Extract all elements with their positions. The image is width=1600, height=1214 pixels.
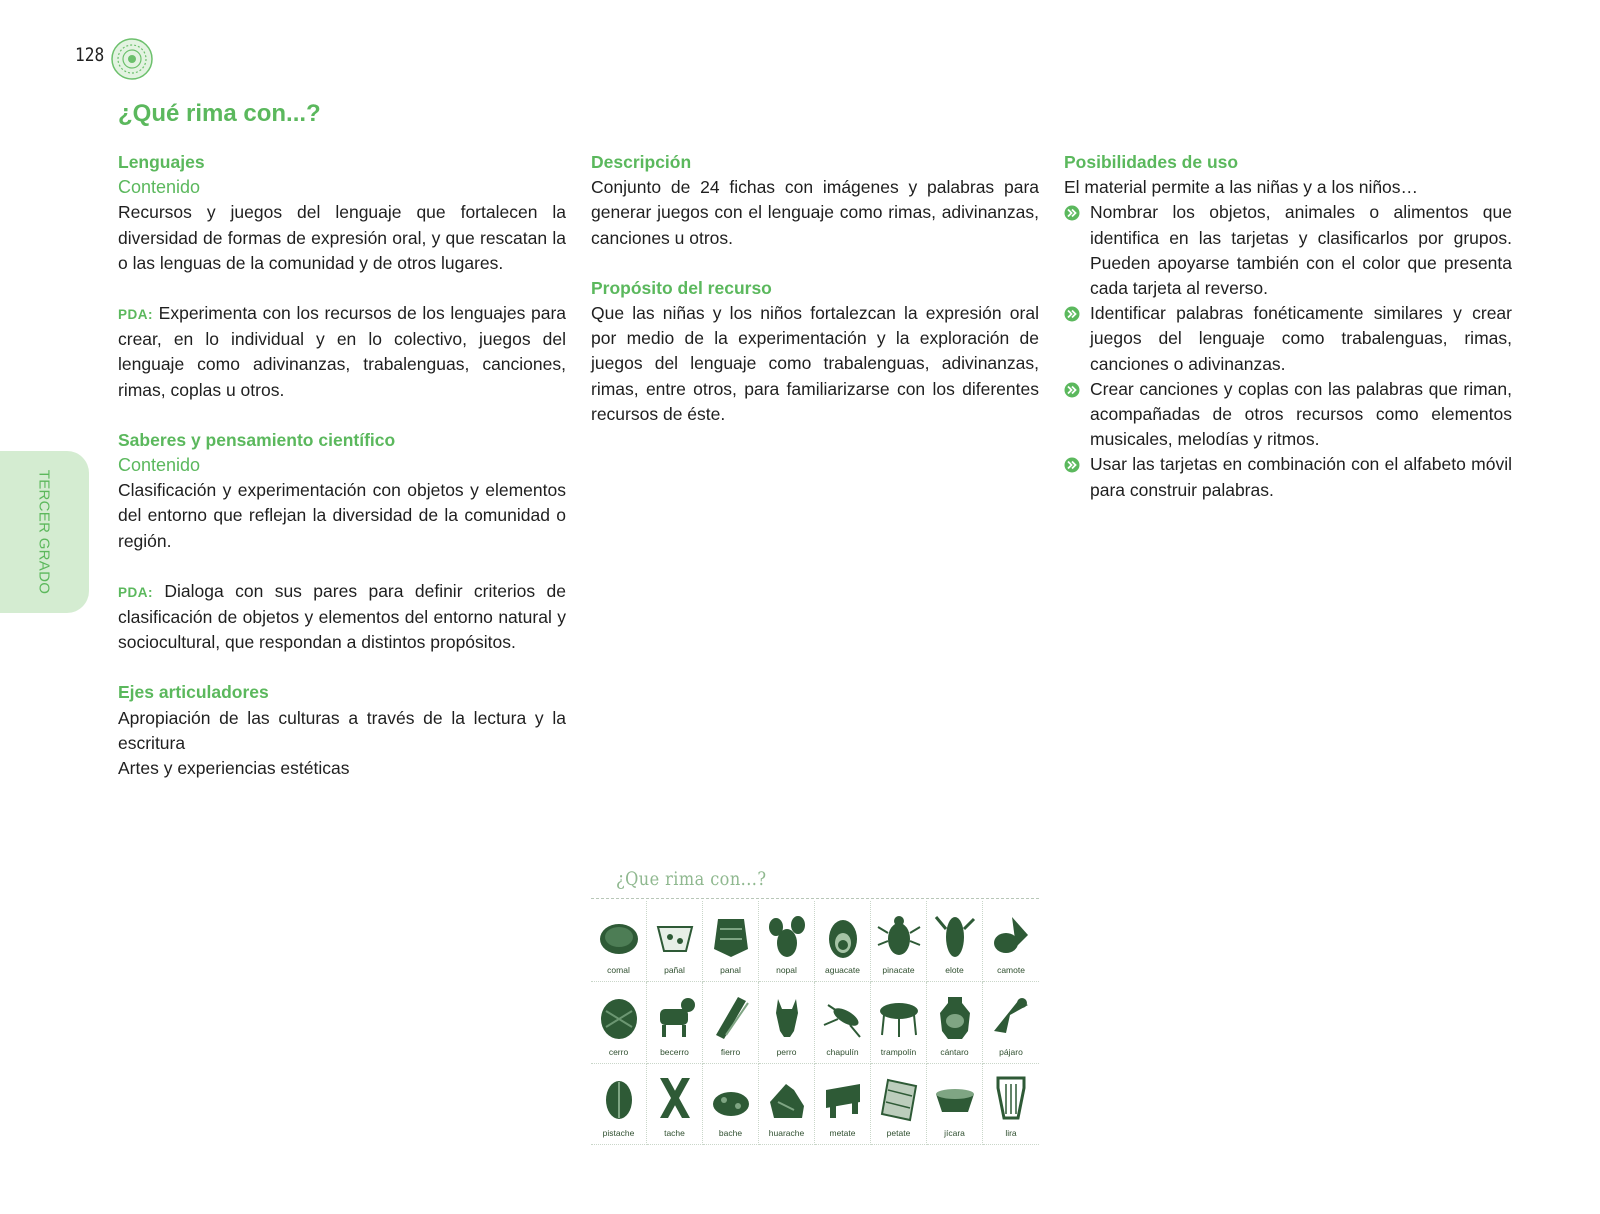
pda-paragraph [118,579,566,656]
card-illustration [932,909,978,961]
chevron-right-icon [1064,457,1080,473]
card-cell [927,901,983,982]
card-label: aguacate [825,965,860,976]
chevron-right-icon [1064,306,1080,322]
column-uses [1064,150,1512,503]
ejes-item: Artes y experiencias estéticas [118,758,350,779]
page-number: 128 [75,44,105,66]
card-label: petate [886,1128,911,1138]
card-illustration [596,991,642,1043]
card-cell [871,901,927,982]
card-label: pañal [664,965,685,976]
card-cell [871,1064,927,1145]
card-cell [591,982,647,1063]
card-illustration [764,991,810,1043]
contenido-text: Recursos y juegos del lenguaje que fortalecen la diversidad de formas de expresión oral, y que rescatan la o las lenguas de la comunidad y de otros lugares. [118,202,566,273]
card-cell [647,901,703,982]
card-illustration [708,909,754,961]
card-label: cántaro [940,1046,969,1057]
card-cell [927,1064,983,1145]
card-label: lira [1005,1128,1017,1138]
pda-text: Experimenta con los recursos de los lenguajes para crear, en lo individual y en lo colectivo, juegos del lenguaje como adivinanzas, trabalenguas, canciones, rimas, coplas u otros. [118,303,566,400]
heading-saberes: Saberes y pensamiento científico [118,429,396,450]
column-curriculum [118,150,566,781]
list-item-text: Crear canciones y coplas con las palabras que riman, acompañadas de otros recursos como elementos musicales, melodías y ritmos. [1090,378,1512,450]
card-label: jícara [944,1128,965,1138]
card-illustration [932,1072,978,1124]
card-illustration [932,991,978,1043]
list-item [1064,200,1512,301]
card-label: camote [997,965,1025,976]
card-label: perro [776,1046,797,1057]
pda-text: Dialoga con sus pares para definir criterios de clasificación de objetos y elementos del entorno natural y sociocultural, que respondan a distintos propósitos. [118,580,567,653]
ejes-item: Apropiación de las culturas a través de la lectura y la escritura [118,707,566,753]
card-illustration [876,909,922,961]
card-illustration [652,991,698,1043]
uses-intro: El material permite a las niñas y a los niños… [1064,177,1419,198]
card-illustration [820,1072,866,1124]
card-label: panal [720,965,741,976]
card-illustration [708,1072,754,1124]
list-item [1064,452,1512,502]
heading-proposito: Propósito del recurso [591,277,772,298]
card-illustration [820,909,866,961]
card-cell [591,901,647,982]
card-illustration [988,1072,1034,1124]
subheading-contenido: Contenido [118,177,201,198]
heading-descripcion: Descripción [591,152,692,172]
card-cell [759,901,815,982]
card-label: chapulín [826,1046,859,1057]
card-grid [591,901,1039,1145]
card-cell [983,982,1039,1063]
card-illustration [708,991,754,1043]
card-cell [703,901,759,982]
card-illustration [876,1072,922,1124]
card-label: huarache [768,1128,805,1138]
card-cell [759,1064,815,1145]
list-item-text: Usar las tarjetas en combinación con el alfabeto móvil para construir palabras. [1090,454,1512,500]
card-cell [983,901,1039,982]
card-cell [759,982,815,1063]
card-label: bache [718,1128,743,1138]
list-item [1064,301,1512,377]
card-illustration [876,991,922,1043]
mandala-icon [111,38,153,80]
descripcion-text: Conjunto de 24 fichas con imágenes y palabras para generar juegos con el lenguaje como rimas, adivinanzas, canciones u otros. [591,177,1039,248]
card-label: becerro [660,1046,689,1057]
list-item [1064,377,1512,453]
card-illustration [764,909,810,961]
pda-label: PDA: [118,307,153,323]
card-label: nopal [776,965,797,976]
card-illustration [988,909,1034,961]
pda-label: PDA: [118,584,153,600]
card-cell [871,982,927,1063]
heading-posibilidades: Posibilidades de uso [1064,152,1239,172]
divider [591,898,1039,899]
page-title: ¿Qué rima con...? [118,100,321,127]
card-label: elote [945,965,964,976]
card-illustration [652,1072,698,1124]
card-cell [815,1064,871,1145]
card-label: cerro [608,1046,629,1057]
card-cell [815,982,871,1063]
card-label: pájaro [999,1046,1023,1057]
card-illustration [596,1072,642,1124]
uses-list [1064,200,1512,502]
card-label: comal [607,965,630,976]
card-label: pinacate [882,965,915,976]
card-cell [927,982,983,1063]
card-label: trampolín [880,1046,917,1057]
card-cell [647,1064,703,1145]
list-item-text: Nombrar los objetos, animales o alimentos que identifica en las tarjetas y clasificarlos por grupos. Pueden apoyarse también con el color que presenta cada tarjeta al reverso. [1090,202,1512,299]
chevron-right-icon [1064,382,1080,398]
pda-paragraph [118,301,566,403]
proposito-text: Que las niñas y los niños fortalezcan la expresión oral por medio de la experimentación y la exploración de juegos del lenguaje como trabalenguas, adivinanzas, rimas, entre otros, para familiarizarse con los diferentes recursos de éste. [591,303,1039,424]
side-tab-label: TERCER GRADO [35,469,53,595]
contenido-text: Clasificación y experimentación con objetos y elementos del entorno que reflejan la diversidad de la comunidad o región. [118,480,566,551]
column-description [591,150,1039,427]
card-cell [703,1064,759,1145]
card-cell [703,982,759,1063]
chevron-right-icon [1064,205,1080,221]
card-illustration [988,991,1034,1043]
card-sheet-title: ¿Que rima con...? [616,868,767,890]
card-cell [815,901,871,982]
card-cell [983,1064,1039,1145]
card-label: tache [664,1128,685,1138]
list-item-text: Identificar palabras fonéticamente similares y crear juegos del lenguaje como trabalenguas, rimas, canciones o adivinanzas. [1090,303,1512,374]
subheading-contenido: Contenido [118,455,201,476]
card-label: pistache [602,1128,635,1138]
card-illustration [764,1072,810,1124]
heading-ejes: Ejes articuladores [118,682,269,703]
card-illustration [596,909,642,961]
card-cell [591,1064,647,1145]
card-illustration [820,991,866,1043]
card-label: metate [829,1128,856,1138]
card-label: fierro [720,1046,741,1057]
card-cell [647,982,703,1063]
heading-lenguajes: Lenguajes [118,152,205,172]
card-illustration [652,909,698,961]
card-sheet-image [591,868,1039,1146]
